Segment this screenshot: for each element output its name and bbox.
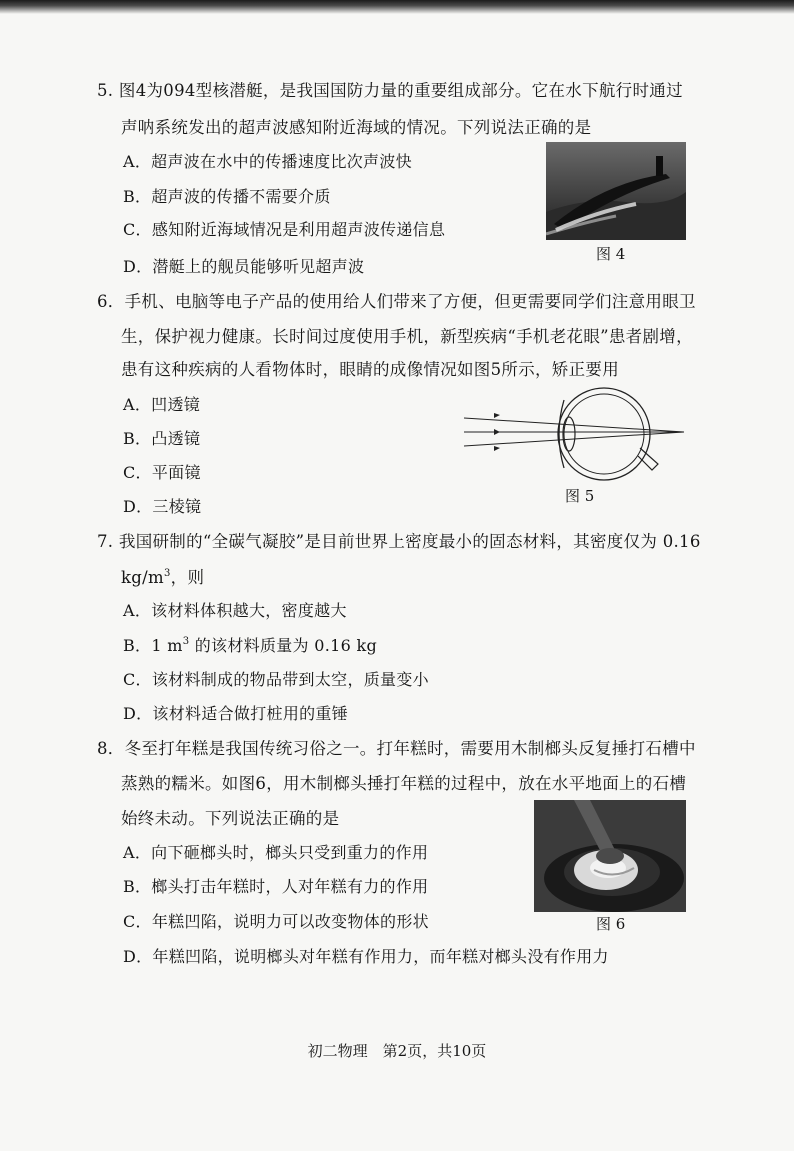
q6-option-c: C．平面镜 — [123, 463, 201, 482]
submarine-photo — [546, 142, 686, 240]
q8-option-b: B．榔头打击年糕时，人对年糕有力的作用 — [123, 877, 429, 896]
page-footer: 初二物理 第2页，共10页 — [307, 1042, 487, 1060]
q7-unit-exp: 3 — [163, 567, 171, 579]
q5-option-b: B．超声波的传播不需要介质 — [123, 187, 331, 206]
q6-stem-line2: 生，保护视力健康。长时间过度使用手机，新型疾病“手机老花眼”患者剧增， — [121, 327, 693, 346]
q8-stem-line3: 始终未动。下列说法正确的是 — [121, 809, 340, 828]
figure-6-caption: 图 6 — [596, 915, 626, 933]
q6-stem-line1: 6．手机、电脑等电子产品的使用给人们带来了方便，但更需要同学们注意用眼卫 — [97, 292, 696, 311]
eye-diagram — [462, 384, 688, 484]
q7-tail: ，则 — [170, 568, 205, 587]
q7-option-b — [123, 635, 377, 657]
q5-option-d: D．潜艇上的舰员能够听见超声波 — [123, 257, 365, 276]
q8-stem-line2: 蒸熟的糯米。如图6，用木制榔头捶打年糕的过程中，放在水平地面上的石槽 — [121, 774, 687, 793]
q5-stem-line2: 声呐系统发出的超声波感知附近海域的情况。下列说法正确的是 — [121, 118, 592, 137]
q7-stem-line1: 7. 我国研制的“全碳气凝胶”是目前世界上密度最小的固态材料，其密度仅为 0.16 — [97, 532, 701, 551]
q8-stem-line1: 8．冬至打年糕是我国传统习俗之一。打年糕时，需要用木制榔头反复捶打石槽中 — [97, 739, 696, 758]
q7-option-b-post: 的该材料质量为 0.16 kg — [189, 636, 377, 655]
rice-cake-photo — [534, 800, 686, 912]
q7-option-b-exp: 3 — [182, 635, 190, 647]
q8-option-d: D．年糕凹陷，说明榔头对年糕有作用力，而年糕对榔头没有作用力 — [123, 947, 609, 966]
q5-stem-line1: 5. 图4为094型核潜艇，是我国国防力量的重要组成部分。它在水下航行时通过 — [97, 81, 683, 100]
q7-option-c: C．该材料制成的物品带到太空，质量变小 — [123, 670, 429, 689]
q5-option-a: A．超声波在水中的传播速度比次声波快 — [123, 152, 412, 171]
q7-option-b-pre: B．1 m — [123, 636, 183, 655]
q7-option-d: D．该材料适合做打桩用的重锤 — [123, 704, 349, 723]
q6-option-b: B．凸透镜 — [123, 429, 201, 448]
q6-option-a: A．凹透镜 — [123, 395, 201, 414]
scan-edge — [0, 0, 794, 14]
figure-5-caption: 图 5 — [565, 487, 595, 505]
q6-option-d: D．三棱镜 — [123, 497, 202, 516]
q7-option-a: A．该材料体积越大，密度越大 — [123, 601, 347, 620]
q6-stem-line3: 患有这种疾病的人看物体时，眼睛的成像情况如图5所示，矫正要用 — [121, 360, 619, 379]
q7-unit: kg/m — [121, 568, 164, 587]
q5-option-c: C．感知附近海域情况是利用超声波传递信息 — [123, 220, 446, 239]
q8-option-a: A．向下砸榔头时，榔头只受到重力的作用 — [123, 843, 429, 862]
q8-option-c: C．年糕凹陷，说明力可以改变物体的形状 — [123, 912, 429, 931]
figure-4-caption: 图 4 — [596, 245, 626, 263]
q7-stem-line2 — [121, 567, 204, 589]
